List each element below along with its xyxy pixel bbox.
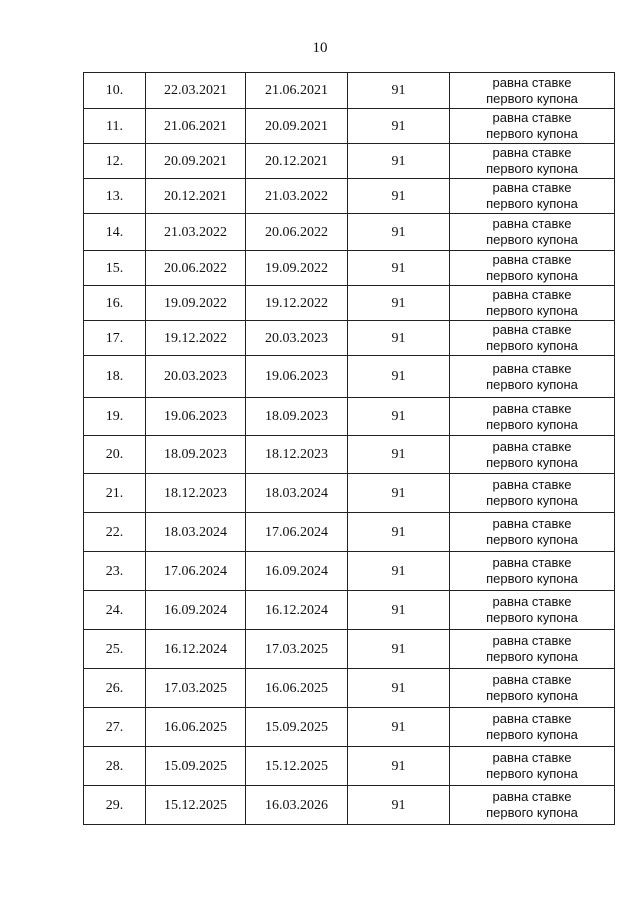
coupon-period-days-cell: 91 [348,179,450,214]
coupon-start-date-cell: 16.06.2025 [146,708,246,747]
table-row [84,474,615,513]
coupon-end-date-cell: 15.12.2025 [246,747,348,786]
table-row [84,356,615,398]
coupon-rate-line1: равна ставке [492,789,572,804]
coupon-rate-line2: первого купона [486,727,578,742]
coupon-start-date-cell: 18.03.2024 [146,513,246,552]
coupon-rate-cell [450,179,615,214]
coupon-end-date-cell: 18.09.2023 [246,398,348,436]
coupon-start-date-cell: 15.09.2025 [146,747,246,786]
coupon-rate-cell [450,321,615,356]
coupon-number-cell: 20. [84,436,146,474]
coupon-start-date-cell: 20.06.2022 [146,251,246,286]
coupon-start-date-cell: 17.03.2025 [146,669,246,708]
coupon-start-date-cell: 18.12.2023 [146,474,246,513]
coupon-number-cell: 21. [84,474,146,513]
coupon-rate-line1: равна ставке [492,287,572,302]
coupon-schedule-body [84,73,615,825]
table-row [84,747,615,786]
table-row [84,786,615,825]
coupon-end-date-cell: 20.12.2021 [246,144,348,179]
coupon-end-date-cell: 17.06.2024 [246,513,348,552]
coupon-period-days-cell: 91 [348,708,450,747]
coupon-rate-line2: первого купона [486,532,578,547]
table-row [84,286,615,321]
coupon-rate-cell [450,630,615,669]
coupon-rate-cell [450,436,615,474]
coupon-rate-cell [450,356,615,398]
coupon-rate-cell [450,474,615,513]
coupon-rate-line2: первого купона [486,805,578,820]
coupon-rate-cell [450,73,615,109]
coupon-rate-line2: первого купона [486,232,578,247]
table-row [84,321,615,356]
table-row [84,73,615,109]
coupon-end-date-cell: 16.12.2024 [246,591,348,630]
coupon-number-cell: 22. [84,513,146,552]
coupon-period-days-cell: 91 [348,286,450,321]
table-row [84,708,615,747]
coupon-end-date-cell: 20.09.2021 [246,109,348,144]
coupon-period-days-cell: 91 [348,144,450,179]
coupon-end-date-cell: 19.12.2022 [246,286,348,321]
coupon-rate-cell [450,591,615,630]
coupon-number-cell: 25. [84,630,146,669]
coupon-rate-line1: равна ставке [492,555,572,570]
coupon-period-days-cell: 91 [348,251,450,286]
coupon-period-days-cell: 91 [348,73,450,109]
coupon-number-cell: 27. [84,708,146,747]
coupon-end-date-cell: 15.09.2025 [246,708,348,747]
coupon-rate-line1: равна ставке [492,322,572,337]
coupon-rate-line2: первого купона [486,649,578,664]
table-row [84,513,615,552]
coupon-rate-cell [450,251,615,286]
coupon-period-days-cell: 91 [348,747,450,786]
coupon-rate-cell [450,286,615,321]
table-row [84,109,615,144]
coupon-rate-cell [450,669,615,708]
coupon-rate-cell [450,513,615,552]
coupon-period-days-cell: 91 [348,786,450,825]
coupon-number-cell: 26. [84,669,146,708]
coupon-rate-cell [450,109,615,144]
coupon-rate-line2: первого купона [486,303,578,318]
coupon-rate-line2: первого купона [486,90,578,106]
coupon-rate-cell [450,398,615,436]
coupon-number-cell: 23. [84,552,146,591]
coupon-rate-line1: равна ставке [492,633,572,648]
coupon-end-date-cell: 19.06.2023 [246,356,348,398]
coupon-period-days-cell: 91 [348,436,450,474]
coupon-period-days-cell: 91 [348,109,450,144]
table-row [84,179,615,214]
table-row [84,398,615,436]
page-number: 10 [312,40,328,56]
coupon-end-date-cell: 18.12.2023 [246,436,348,474]
coupon-rate-line2: первого купона [486,161,578,176]
coupon-rate-line1: равна ставке [492,438,572,454]
coupon-rate-line1: равна ставке [492,110,572,125]
coupon-rate-line1: равна ставке [492,516,572,531]
coupon-number-cell: 16. [84,286,146,321]
coupon-start-date-cell: 19.09.2022 [146,286,246,321]
coupon-end-date-cell: 19.09.2022 [246,251,348,286]
table-row [84,669,615,708]
coupon-number-cell: 29. [84,786,146,825]
coupon-period-days-cell: 91 [348,398,450,436]
coupon-period-days-cell: 91 [348,474,450,513]
coupon-start-date-cell: 21.03.2022 [146,214,246,251]
coupon-rate-cell [450,144,615,179]
coupon-end-date-cell: 21.03.2022 [246,179,348,214]
coupon-start-date-cell: 22.03.2021 [146,73,246,109]
coupon-period-days-cell: 91 [348,591,450,630]
coupon-rate-line1: равна ставке [492,750,572,765]
coupon-rate-line1: равна ставке [492,594,572,609]
coupon-period-days-cell: 91 [348,321,450,356]
coupon-rate-line1: равна ставке [492,216,572,231]
coupon-end-date-cell: 16.03.2026 [246,786,348,825]
coupon-rate-line2: первого купона [486,571,578,586]
coupon-start-date-cell: 17.06.2024 [146,552,246,591]
coupon-end-date-cell: 21.06.2021 [246,73,348,109]
coupon-number-cell: 24. [84,591,146,630]
coupon-rate-line1: равна ставке [492,711,572,726]
coupon-number-cell: 12. [84,144,146,179]
coupon-number-cell: 19. [84,398,146,436]
coupon-end-date-cell: 16.09.2024 [246,552,348,591]
coupon-number-cell: 15. [84,251,146,286]
coupon-period-days-cell: 91 [348,630,450,669]
coupon-start-date-cell: 19.12.2022 [146,321,246,356]
table-row [84,591,615,630]
coupon-end-date-cell: 18.03.2024 [246,474,348,513]
coupon-rate-line2: первого купона [486,196,578,211]
coupon-period-days-cell: 91 [348,669,450,708]
coupon-schedule-table [83,72,615,825]
coupon-rate-cell [450,552,615,591]
coupon-rate-cell [450,708,615,747]
coupon-rate-line1: равна ставке [492,74,572,90]
coupon-rate-line2: первого купона [486,268,578,283]
coupon-period-days-cell: 91 [348,356,450,398]
coupon-start-date-cell: 18.09.2023 [146,436,246,474]
coupon-end-date-cell: 17.03.2025 [246,630,348,669]
table-row [84,436,615,474]
table-row [84,630,615,669]
coupon-rate-line1: равна ставке [492,672,572,687]
coupon-rate-line1: равна ставке [492,360,572,376]
coupon-start-date-cell: 16.09.2024 [146,591,246,630]
coupon-rate-line2: первого купона [486,126,578,141]
coupon-start-date-cell: 20.09.2021 [146,144,246,179]
coupon-period-days-cell: 91 [348,214,450,251]
coupon-rate-line2: первого купона [486,416,578,432]
coupon-rate-line2: первого купона [486,454,578,470]
coupon-rate-line2: первого купона [486,338,578,353]
coupon-rate-cell [450,214,615,251]
coupon-start-date-cell: 20.03.2023 [146,356,246,398]
coupon-rate-line2: первого купона [486,688,578,703]
coupon-period-days-cell: 91 [348,513,450,552]
coupon-number-cell: 14. [84,214,146,251]
coupon-end-date-cell: 20.06.2022 [246,214,348,251]
coupon-number-cell: 17. [84,321,146,356]
coupon-start-date-cell: 20.12.2021 [146,179,246,214]
coupon-rate-line1: равна ставке [492,252,572,267]
coupon-end-date-cell: 16.06.2025 [246,669,348,708]
table-row [84,552,615,591]
table-row [84,144,615,179]
coupon-start-date-cell: 15.12.2025 [146,786,246,825]
coupon-start-date-cell: 16.12.2024 [146,630,246,669]
coupon-number-cell: 28. [84,747,146,786]
table-row [84,251,615,286]
coupon-start-date-cell: 21.06.2021 [146,109,246,144]
coupon-rate-cell [450,747,615,786]
coupon-number-cell: 11. [84,109,146,144]
coupon-number-cell: 10. [84,73,146,109]
coupon-end-date-cell: 20.03.2023 [246,321,348,356]
coupon-rate-line1: равна ставке [492,180,572,195]
coupon-period-days-cell: 91 [348,552,450,591]
coupon-rate-line2: первого купона [486,766,578,781]
coupon-rate-line1: равна ставке [492,400,572,416]
coupon-rate-line2: первого купона [486,610,578,625]
coupon-rate-cell [450,786,615,825]
coupon-rate-line2: первого купона [486,493,578,508]
coupon-rate-line2: первого купона [486,376,578,392]
coupon-start-date-cell: 19.06.2023 [146,398,246,436]
table-row [84,214,615,251]
coupon-rate-line1: равна ставке [492,477,572,492]
coupon-rate-line1: равна ставке [492,145,572,160]
coupon-number-cell: 18. [84,356,146,398]
coupon-number-cell: 13. [84,179,146,214]
